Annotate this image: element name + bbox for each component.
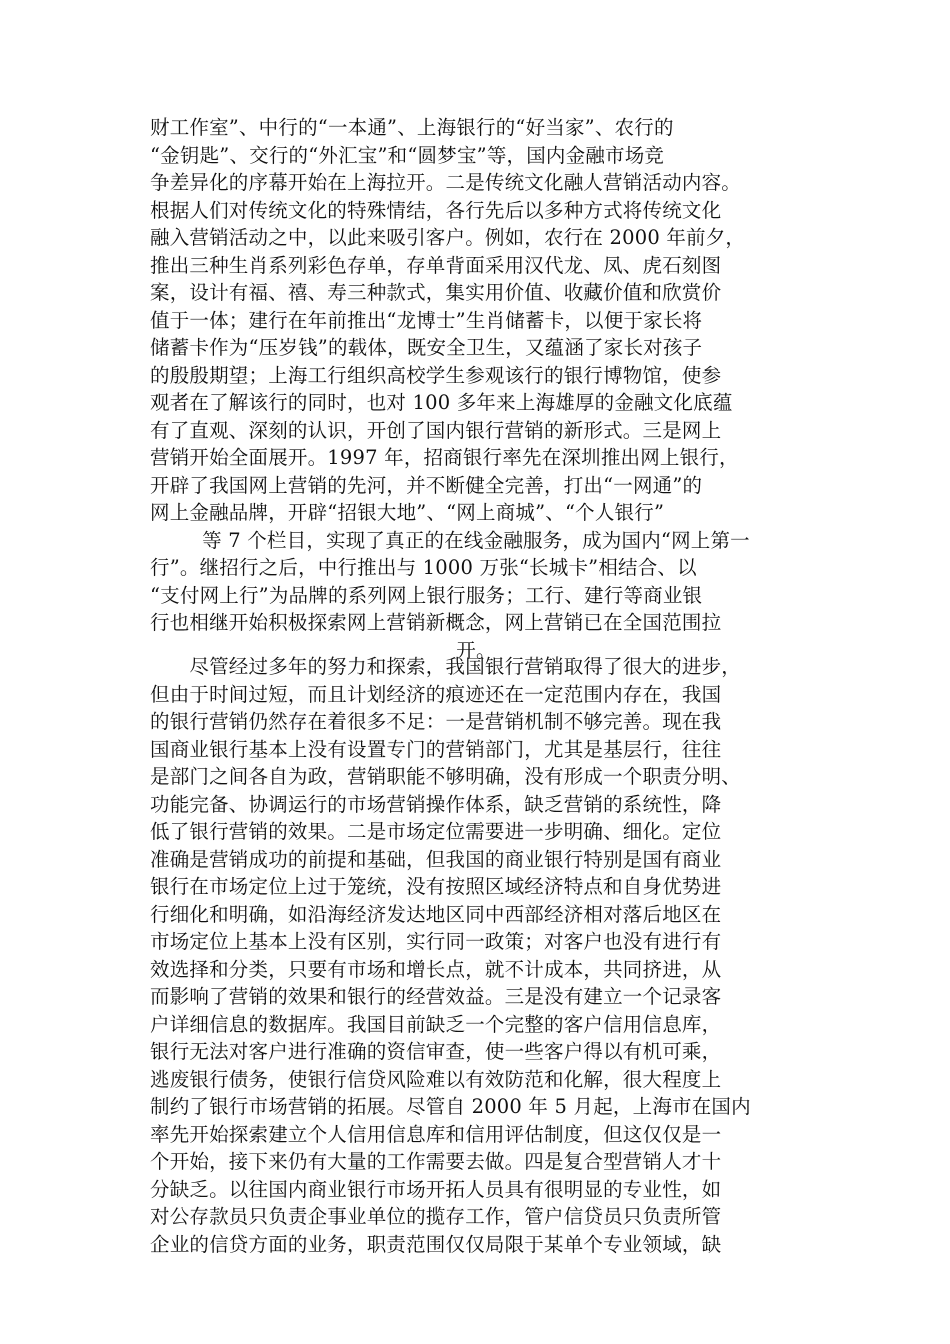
text-line: 值于一体；建行在年前推出“龙博士”生肖储蓄卡，以便于家长将 bbox=[150, 308, 703, 332]
text-line: 有了直观、深刻的认识，开创了国内银行营销的新形式。三是网上 bbox=[150, 418, 722, 442]
text-line: 争差异化的序幕开始在上海拉开。二是传统文化融人营销活动内容。 bbox=[150, 171, 742, 194]
text-line: “支付网上行”为品牌的系列网上银行服务；工行、建行等商业银 bbox=[150, 583, 703, 607]
text-line: 的殷殷期望；上海工行组织高校学生参观该行的银行博物馆，使参 bbox=[150, 363, 722, 387]
text-line: 融入营销活动之中，以此来吸引客户。例如，农行在 2000 年前夕， bbox=[150, 226, 746, 249]
text-line: 案，设计有福、禧、寿三种款式，集实用价值、收藏价值和欣赏价 bbox=[150, 281, 722, 304]
text-line: 对公存款员只负责企事业单位的揽存工作，管户信贷员只负责所管 bbox=[150, 1205, 722, 1228]
text-line: 根据人们对传统文化的特殊情结，各行先后以多种方式将传统文化 bbox=[150, 198, 722, 222]
text-line: 效选择和分类，只要有市场和增长点，就不计成本，共同挤进，从 bbox=[150, 957, 722, 981]
text-line: “金钥匙”、交行的“外汇宝”和“圆梦宝”等，国内金融市场竞 bbox=[150, 143, 665, 167]
text-line: 制约了银行市场营销的拓展。尽管自 2000 年 5 月起，上海市在国内 bbox=[150, 1095, 751, 1118]
text-line: 而影响了营销的效果和银行的经营效益。三是没有建立一个记录客 bbox=[150, 985, 722, 1008]
text-line: 银行在市场定位上过于笼统，没有按照区域经济特点和自身优势进 bbox=[150, 875, 722, 898]
text-line: 准确是营销成功的前提和基础，但我国的商业银行特别是国有商业 bbox=[150, 847, 722, 871]
text-line: 等 7 个栏目，实现了真正的在线金融服务，成为国内“网上第一 bbox=[202, 528, 750, 552]
paragraph-1 bbox=[150, 114, 802, 664]
text-line: 功能完备、协调运行的市场营销操作体系，缺乏营销的系统性，降 bbox=[150, 792, 722, 816]
text-line: 网上金融品牌，开辟“招银大地”、“网上商城”、“个人银行” bbox=[150, 501, 665, 524]
text-line: 推出三种生肖系列彩色存单，存单背面采用汉代龙、凤、虎石刻图 bbox=[150, 253, 722, 277]
text-line: 开辟了我国网上营销的先河，并不断健全完善，打出“一网通”的 bbox=[150, 473, 703, 497]
text-line: 分缺乏。以往国内商业银行市场开拓人员具有很明显的专业性，如 bbox=[150, 1177, 722, 1201]
text-line: 储蓄卡作为“压岁钱”的载体，既安全卫生，又蕴涵了家长对孩子 bbox=[150, 336, 703, 359]
text-line: 的银行营销仍然存在着很多不足：一是营销机制不够完善。现在我 bbox=[150, 710, 722, 733]
text-line: 率先开始探索建立个人信用信息库和信用评估制度，但这仅仅是一 bbox=[150, 1122, 722, 1146]
text-line: 企业的信贷方面的业务，职责范围仅仅局限于某单个专业领域，缺 bbox=[150, 1232, 722, 1256]
text-line: 财工作室”、中行的“一本通”、上海银行的“好当家”、农行的 bbox=[150, 116, 674, 139]
text-line: 市场定位上基本上没有区别，实行同一政策；对客户也没有进行有 bbox=[150, 930, 722, 953]
text-line: 开。 bbox=[456, 638, 496, 662]
text-line: 尽管经过多年的努力和探索，我国银行营销取得了很大的进步， bbox=[150, 655, 742, 678]
text-line: 个开始，接下来仍有大量的工作需要去做。四是复合型营销人才十 bbox=[150, 1150, 722, 1173]
text-line: 是部门之间各自为政，营销职能不够明确，没有形成一个职责分明、 bbox=[150, 765, 742, 788]
text-line: 营销开始全面展开。1997 年，招商银行率先在深圳推出网上银行， bbox=[150, 446, 739, 469]
text-line: 但由于时间过短，而且计划经济的痕迹还在一定范围内存在，我国 bbox=[150, 682, 722, 706]
text-line: 逃废银行债务，使银行信贷风险难以有效防范和化解，很大程度上 bbox=[150, 1067, 722, 1091]
text-line: 银行无法对客户进行准确的资信审查，使一些客户得以有机可乘， bbox=[150, 1040, 722, 1063]
text-line: 观者在了解该行的同时，也对 100 多年来上海雄厚的金融文化底蕴 bbox=[150, 391, 733, 414]
text-line: 低了银行营销的效果。二是市场定位需要进一步明确、细化。定位 bbox=[150, 820, 722, 843]
text-line: 国商业银行基本上没有设置专门的营销部门，尤其是基层行，往往 bbox=[150, 737, 722, 761]
text-line: 户详细信息的数据库。我国目前缺乏一个完整的客户信用信息库， bbox=[150, 1012, 722, 1036]
text-line: 行细化和明确，如沿海经济发达地区同中西部经济相对落后地区在 bbox=[150, 902, 722, 926]
paragraph-2 bbox=[150, 653, 802, 1258]
text-line: 行也相继开始积极探索网上营销新概念，网上营销已在全国范围拉 bbox=[150, 611, 722, 634]
text-line: 行”。继招行之后，中行推出与 1000 万张“长城卡”相结合、以 bbox=[150, 556, 697, 579]
